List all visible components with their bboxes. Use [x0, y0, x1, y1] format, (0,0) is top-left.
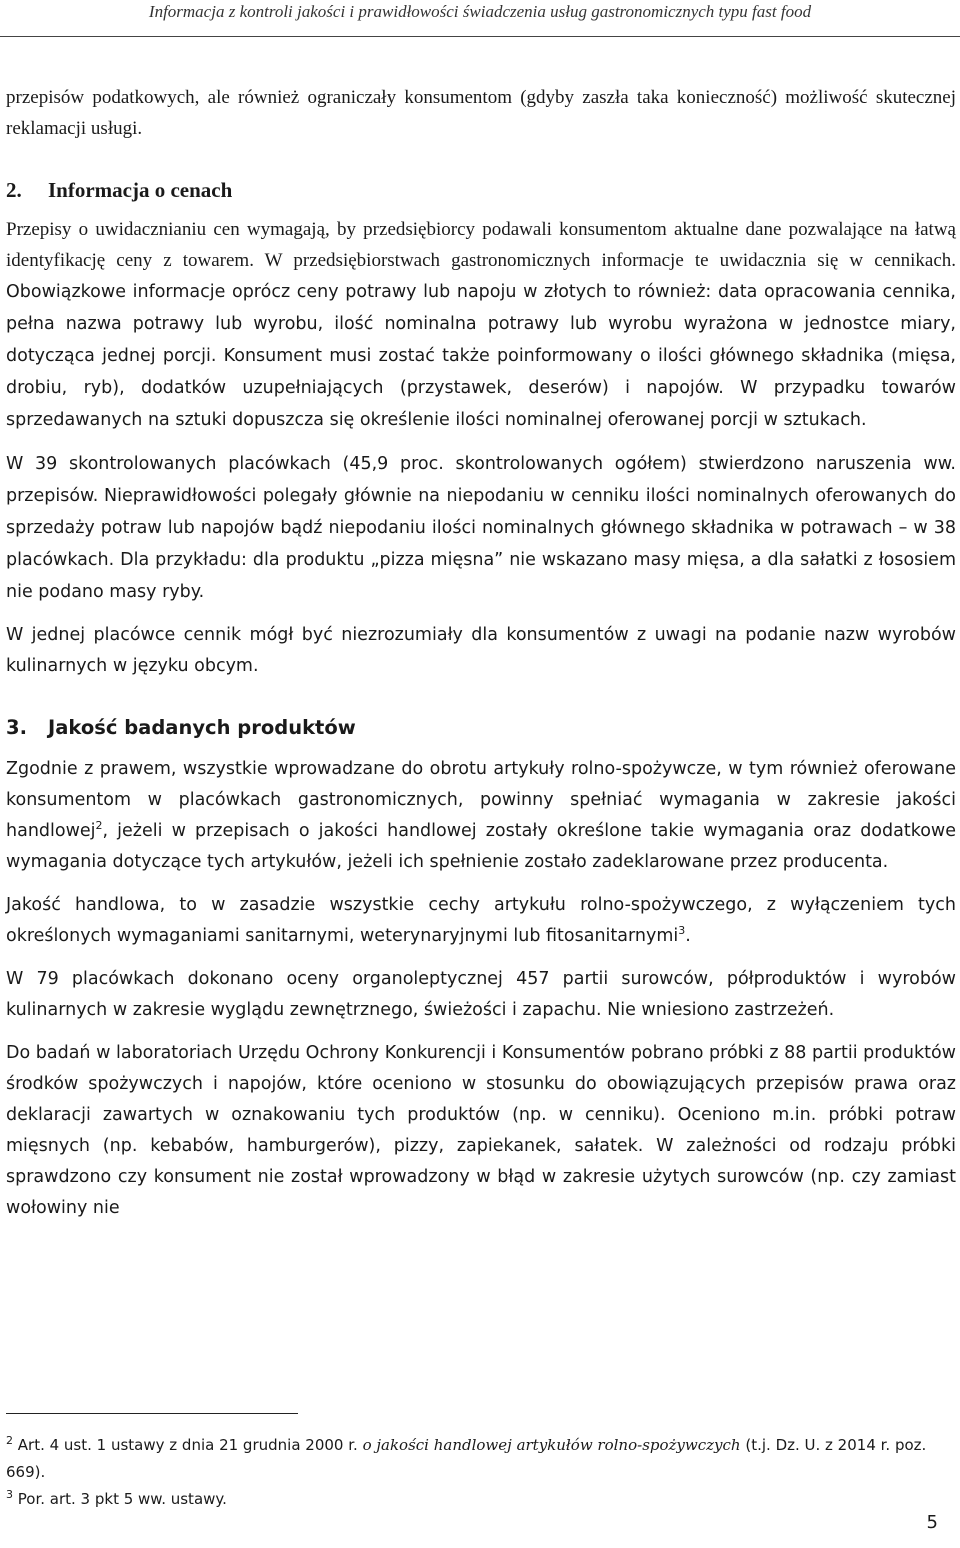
text-span: Przepisy o uwidacznianiu cen wymagają, by przedsiębiorcy podawali konsumentom aktualne dane pozwalające na łatwą identyfikację ceny z towarem. W przedsiębiorstwach gastronomicznych informacje te uwidacznia się w cennikach. — [6, 219, 956, 271]
text-span: Jakość handlowa, to w zasadzie wszystkie cechy artykułu rolno-spożywczego, z wyłączeniem tych określonych wymaganiami sanitarnymi, weterynaryjnymi lub fitosanitarnymi — [6, 895, 956, 946]
footnote-2 — [6, 1432, 956, 1486]
text-span: . — [685, 926, 691, 946]
main-content — [6, 82, 956, 1224]
section-number: 3. — [6, 716, 27, 739]
text-span: Obowiązkowe informacje oprócz ceny potrawy lub napoju w złotych to również: data opracowania cennika, pełna nazwa potrawy lub wyrobu, ilość nominalna potrawy lub wyrobu wyrażona w jednostce miary, dotycząca jednej porcji. Konsument musi zostać także poinformowany o ilości głównego składnika (mięsa, drobiu, ryb), dodatków uzupełniających (przystawek, deserów) i napojów. W przypadku towarów sprzedawanych na sztuki dopuszcza się określenie ilości nominalnej oferowanej porcji w sztukach. — [6, 282, 956, 430]
footnote-number: 2 — [6, 1434, 13, 1447]
text-span: W 39 skontrolowanych placówkach (45,9 proc. skontrolowanych ogółem) stwierdzono naruszenia ww. przepisów. — [6, 454, 956, 506]
header-divider — [0, 36, 960, 37]
footnote-text: Por. art. 3 pkt 5 ww. ustawy. — [13, 1490, 227, 1508]
text-span: , jeżeli w przepisach o jakości handlowej zostały określone takie wymagania oraz dodatkowe wymagania dotyczące tych artykułów, jeżeli ich spełnienie zostało zadeklarowane przez producenta. — [6, 821, 956, 872]
paragraph-laboratory: Do badań w laboratoriach Urzędu Ochrony Konkurencji i Konsumentów pobrano próbki z 88 partii produktów środków spożywczych i napojów, które oceniono w stosunku do obowiązujących przepisów prawa oraz deklaracji zawartych w oznakowaniu tych produktów (np. w cenniku). Oceniono m.in. próbki potraw mięsnych (np. kebabów, hamburgerów), pizzy, zapiekanek, sałatek. W zależności od rodzaju próbki sprawdzono czy konsument nie został wprowadzony w błąd w zakresie użytych surowców (np. czy zamiast wołowiny nie — [6, 1043, 956, 1218]
section-number: 2. — [6, 178, 22, 202]
paragraph-intro: przepisów podatkowych, ale również ograniczały konsumentom (gdyby zaszła taka konieczność) możliwość skutecznej reklamacji usługi. — [6, 87, 956, 139]
footnote-text: (t.j. Dz. U. z 2014 r. poz. 669). — [6, 1436, 927, 1481]
footnotes — [6, 1432, 956, 1513]
section-heading-2 — [6, 174, 956, 206]
section-heading-3 — [6, 712, 956, 744]
text-span: Zgodnie z prawem, wszystkie wprowadzane do obrotu artykuły rolno-spożywcze, w tym również oferowane konsumentom w placówkach gastronomicznych, powinny spełniać wymagania w zakresie jakości handlowej — [6, 759, 956, 841]
section-title: Informacja o cenach — [48, 178, 233, 202]
paragraph-prices — [6, 214, 956, 436]
footnote-divider — [6, 1413, 298, 1414]
paragraph-commercial-quality — [6, 890, 956, 952]
footnote-number: 3 — [6, 1488, 13, 1501]
paragraph-quality-law — [6, 754, 956, 878]
paragraph-organoleptic: W 79 placówkach dokonano oceny organoleptycznej 457 partii surowców, półproduktów i wyrobów kulinarnych w zakresie wyglądu zewnętrznego, świeżości i zapachu. Nie wniesiono zastrzeżeń. — [6, 969, 956, 1020]
footnote-ref: 3 — [678, 924, 686, 938]
footnote-ref: 2 — [95, 819, 103, 833]
footnote-text: Art. 4 ust. 1 ustawy z dnia 21 grudnia 2000 r. — [13, 1436, 363, 1454]
footnote-3 — [6, 1486, 956, 1513]
paragraph-violations — [6, 448, 956, 608]
page-number: 5 — [926, 1512, 938, 1533]
running-header: Informacja z kontroli jakości i prawidłowości świadczenia usług gastronomicznych typu fast food — [148, 2, 812, 21]
section-title: Jakość badanych produktów — [48, 716, 356, 739]
text-span: Nieprawidłowości polegały głównie na niepodaniu w cenniku ilości nominalnych oferowanych do sprzedaży potraw lub napojów bądź niepodaniu ilości nominalnych głównego składnika w potrawach – w 38 placówkach. Dla przykładu: dla produktu „pizza mięsna” nie wskazano masy mięsa, a dla sałatki z łososiem nie podano masy ryby. — [6, 486, 956, 602]
footnote-italic: o jakości handlowej artykułów rolno-spożywczych — [362, 1436, 741, 1454]
paragraph-foreign-language: W jednej placówce cennik mógł być niezrozumiały dla konsumentów z uwagi na podanie nazw wyrobów kulinarnych w języku obcym. — [6, 625, 956, 676]
